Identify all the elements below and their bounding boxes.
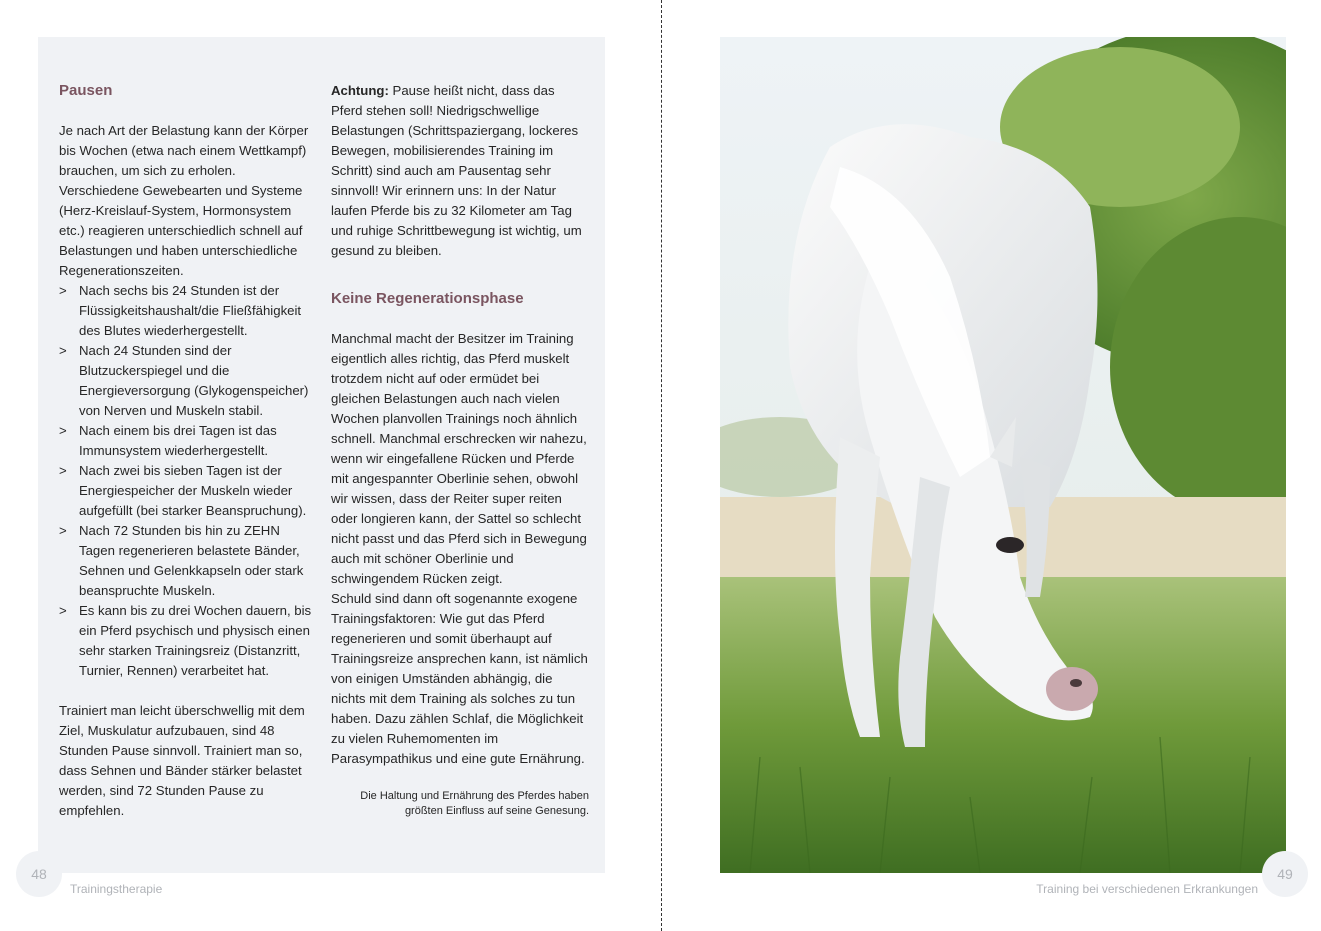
text-column-right	[331, 81, 589, 819]
achtung-label: Achtung:	[331, 83, 389, 98]
running-title-left: Trainingstherapie	[70, 882, 163, 896]
list-item: > Es kann bis zu drei Wochen dauern, bis ein Pferd psychisch und physisch einen sehr starken Trainingsreiz (Distanzritt, Turnier, Rennen) verarbeitet hat.	[59, 603, 312, 678]
section-heading-keine-regeneration: Keine Regenerationsphase	[331, 290, 524, 307]
list-item: > Nach einem bis drei Tagen ist das Immunsystem wiederhergestellt.	[59, 423, 277, 458]
regeneration-list	[59, 281, 317, 681]
intro-paragraph: Je nach Art der Belastung kann der Körper bis Wochen (etwa nach einem Wettkampf) brauchen, um sich zu erholen. Verschiedene Gewebearten und Systeme (Herz-Kreislauf-System, Hormonsystem etc.) reagieren unterschiedlich schnell auf Belastungen und haben unterschiedliche Regenerationszeiten.	[59, 123, 309, 278]
bullet-marker: >	[59, 283, 67, 298]
photo-caption: Die Haltung und Ernährung des Pferdes haben größten Einfluss auf seine Genesung.	[360, 790, 589, 817]
text-column-left	[59, 81, 317, 821]
list-item: > Nach 72 Stunden bis hin zu ZEHN Tagen regenerieren belastete Bänder, Sehnen und Gelenkkapseln oder stark beanspruchte Muskeln.	[59, 523, 304, 598]
bullet-marker: >	[59, 523, 67, 538]
body-paragraph-2: Schuld sind dann oft sogenannte exogene Trainingsfaktoren: Wie gut das Pferd regenerieren und somit überhaupt auf Trainingsreize ansprechen kann, ist nämlich von einigen Umständen abhängig, die nichts mit dem Training als solches zu tun haben. Dazu zählen Schlaf, die Möglichkeit zu vielen Ruhemomenten im Parasympathikus und eine gute Ernährung.	[331, 591, 588, 766]
page-number-left: 48	[16, 851, 62, 897]
section-heading-pausen: Pausen	[59, 82, 113, 99]
horse-photo	[720, 37, 1286, 873]
body-paragraph-1: Manchmal macht der Besitzer im Training eigentlich alles richtig, das Pferd muskelt trotzdem nicht auf oder ermüdet bei gleichen Belastungen auch nach vielen Wochen planvollen Trainings noch ähnlich schnell. Manchmal erschrecken wir nahezu, wenn wir eingefallene Rücken und Pferde mit angespannter Oberlinie sehen, obwohl wir wissen, dass der Reiter super reiten oder longieren kann, der Sattel so schlecht nicht passt und das Pferd sich in Bewegung auch mit schöner Oberlinie und schwingendem Rücken zeigt.	[331, 331, 587, 586]
list-item: > Nach zwei bis sieben Tagen ist der Energiespeicher der Muskeln wieder aufgefüllt (bei starker Beanspruchung).	[59, 463, 307, 518]
bullet-marker: >	[59, 463, 67, 478]
list-item: > Nach sechs bis 24 Stunden ist der Flüssigkeitshaushalt/die Fließfähigkeit des Blutes wiederhergestellt.	[59, 283, 302, 338]
text-panel	[38, 37, 605, 873]
bullet-marker: >	[59, 423, 67, 438]
bullet-marker: >	[59, 343, 67, 358]
list-item: > Nach 24 Stunden sind der Blutzuckerspiegel und die Energieversorgung (Glykogenspeicher) von Nerven und Muskeln stabil.	[59, 343, 309, 418]
achtung-paragraph: Achtung: Pause heißt nicht, dass das Pferd stehen soll! Niedrigschwellige Belastungen (Schrittspaziergang, lockeres Bewegen, mobilisierendes Training im Schritt) sind auch am Pausentag sehr sinnvoll! Wir erinnern uns: In der Natur laufen Pferde bis zu 32 Kilometer am Tag und ruhige Schrittbewegung ist wichtig, um gesund zu bleiben.	[331, 83, 582, 258]
running-title-right: Training bei verschiedenen Erkrankungen	[1036, 882, 1258, 896]
white-horse-grazing-illustration	[720, 37, 1286, 873]
closing-paragraph: Trainiert man leicht überschwellig mit dem Ziel, Muskulatur aufzubauen, sind 48 Stunden Pause sinnvoll. Trainiert man so, dass Sehnen und Bänder stärker belastet werden, sind 72 Stunden Pause zu empfehlen.	[59, 703, 305, 818]
page-number-right: 49	[1262, 851, 1308, 897]
bullet-marker: >	[59, 603, 67, 618]
page-spread-divider	[661, 0, 662, 931]
